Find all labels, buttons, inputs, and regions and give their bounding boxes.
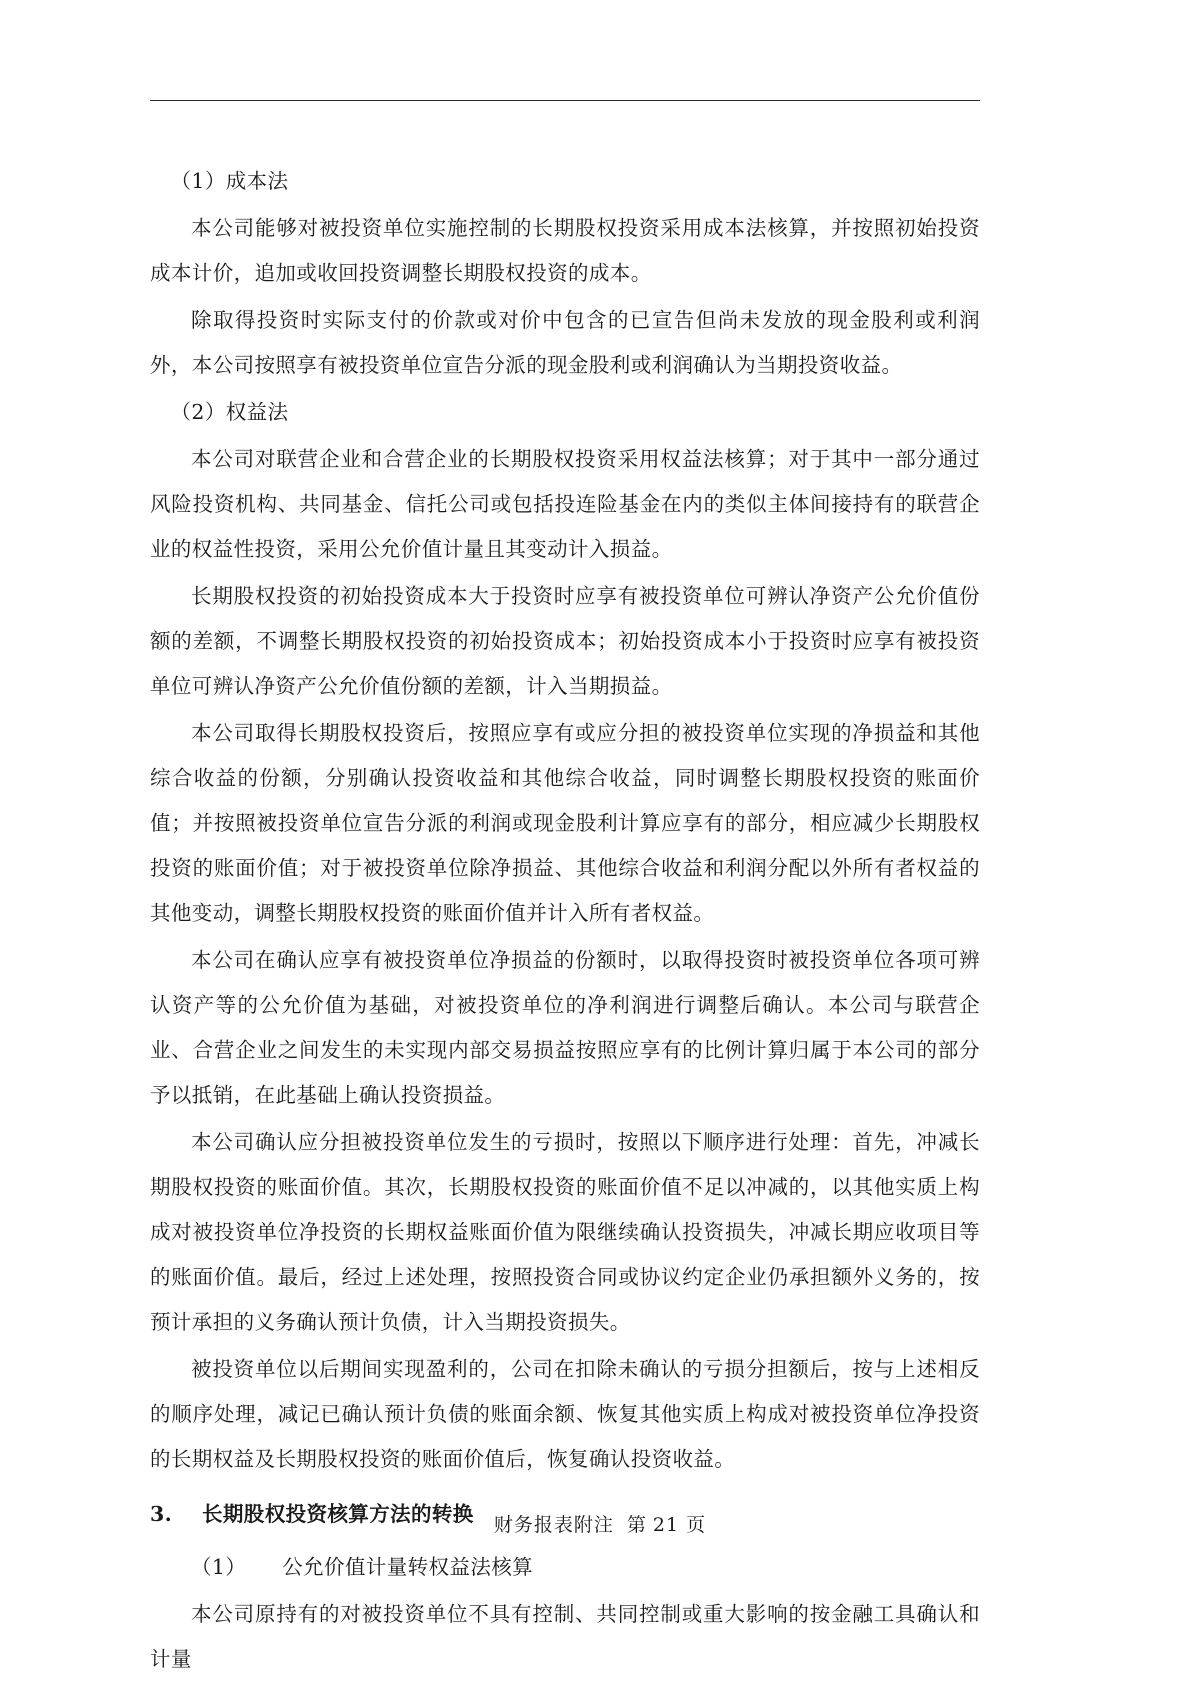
paragraph-tail: 本公司原持有的对被投资单位不具有控制、共同控制或重大影响的按金融工具确认和计量 bbox=[150, 1602, 980, 1671]
paragraph-equity-method-body-5: 本公司确认应分担被投资单位发生的亏损时，按照以下顺序进行处理：首先，冲减长期股权投资的账面价值。其次，长期股权投资的账面价值不足以冲减的，以其他实质上构成对被投资单位净投资的长期权益账面价值为限继续确认投资损失，冲减长期应收项目等的账面价值。最后，经过上述处理，按照投资合同或协议约定企业仍承担额外义务的，按预计承担的义务确认预计负债，计入当期投资损失。 bbox=[150, 1130, 980, 1334]
section-heading-number: 3. bbox=[150, 1502, 173, 1526]
subsection-heading-number: （1） bbox=[191, 1555, 247, 1579]
paragraph-equity-method-body-1: 本公司对联营企业和合营企业的长期股权投资采用权益法核算；对于其中一部分通过风险投资机构、共同基金、信托公司或包括投连险基金在内的类似主体间接持有的联营企业的权益性投资，采用公允价值计量且其变动计入损益。 bbox=[150, 447, 980, 561]
header-divider bbox=[150, 100, 980, 101]
paragraph-cost-method-body-1: 本公司能够对被投资单位实施控制的长期股权投资采用成本法核算，并按照初始投资成本计价，追加或收回投资调整长期股权投资的成本。 bbox=[150, 216, 980, 285]
paragraph-equity-method-body-4: 本公司在确认应享有被投资单位净损益的份额时，以取得投资时被投资单位各项可辨认资产等的公允价值为基础，对被投资单位的净利润进行调整后确认。本公司与联营企业、合营企业之间发生的未实现内部交易损益按照应享有的比例计算归属于本公司的部分予以抵销，在此基础上确认投资损益。 bbox=[150, 948, 980, 1107]
footer-page-unit: 页 bbox=[686, 1514, 707, 1536]
subsection-heading-title: 公允价值计量转权益法核算 bbox=[282, 1555, 534, 1579]
page-content bbox=[150, 100, 980, 1684]
paragraph-equity-method-label: （2）权益法 bbox=[170, 400, 289, 424]
page-footer bbox=[0, 1510, 1200, 1537]
paragraph-cost-method-label: （1）成本法 bbox=[170, 169, 289, 193]
section-heading-title: 长期股权投资核算方法的转换 bbox=[202, 1502, 474, 1526]
paragraph-equity-method-body-3: 本公司取得长期股权投资后，按照应享有或应分担的被投资单位实现的净损益和其他综合收益的份额，分别确认投资收益和其他综合收益，同时调整长期股权投资的账面价值；并按照被投资单位宣告分派的利润或现金股利计算应享有的部分，相应减少长期股权投资的账面价值；对于被投资单位除净损益、其他综合收益和利润分配以外所有者权益的其他变动，调整长期股权投资的账面价值并计入所有者权益。 bbox=[150, 721, 980, 925]
footer-page-word: 第 bbox=[626, 1514, 647, 1536]
paragraph-cost-method-body-2: 除取得投资时实际支付的价款或对价中包含的已宣告但尚未发放的现金股利或利润外，本公司按照享有被投资单位宣告分派的现金股利或利润确认为当期投资收益。 bbox=[150, 308, 980, 377]
subsection-heading bbox=[150, 1545, 980, 1590]
footer-label: 财务报表附注 bbox=[493, 1514, 614, 1536]
footer-page-number: 21 bbox=[652, 1514, 680, 1536]
paragraph-equity-method-body-6: 被投资单位以后期间实现盈利的，公司在扣除未确认的亏损分担额后，按与上述相反的顺序处理，减记已确认预计负债的账面余额、恢复其他实质上构成对被投资单位净投资的长期权益及长期股权投资的账面价值后，恢复确认投资收益。 bbox=[150, 1357, 980, 1471]
paragraph-equity-method-body-2: 长期股权投资的初始投资成本大于投资时应享有被投资单位可辨认净资产公允价值份额的差额，不调整长期股权投资的初始投资成本；初始投资成本小于投资时应享有被投资单位可辨认净资产公允价值份额的差额，计入当期损益。 bbox=[150, 584, 980, 698]
